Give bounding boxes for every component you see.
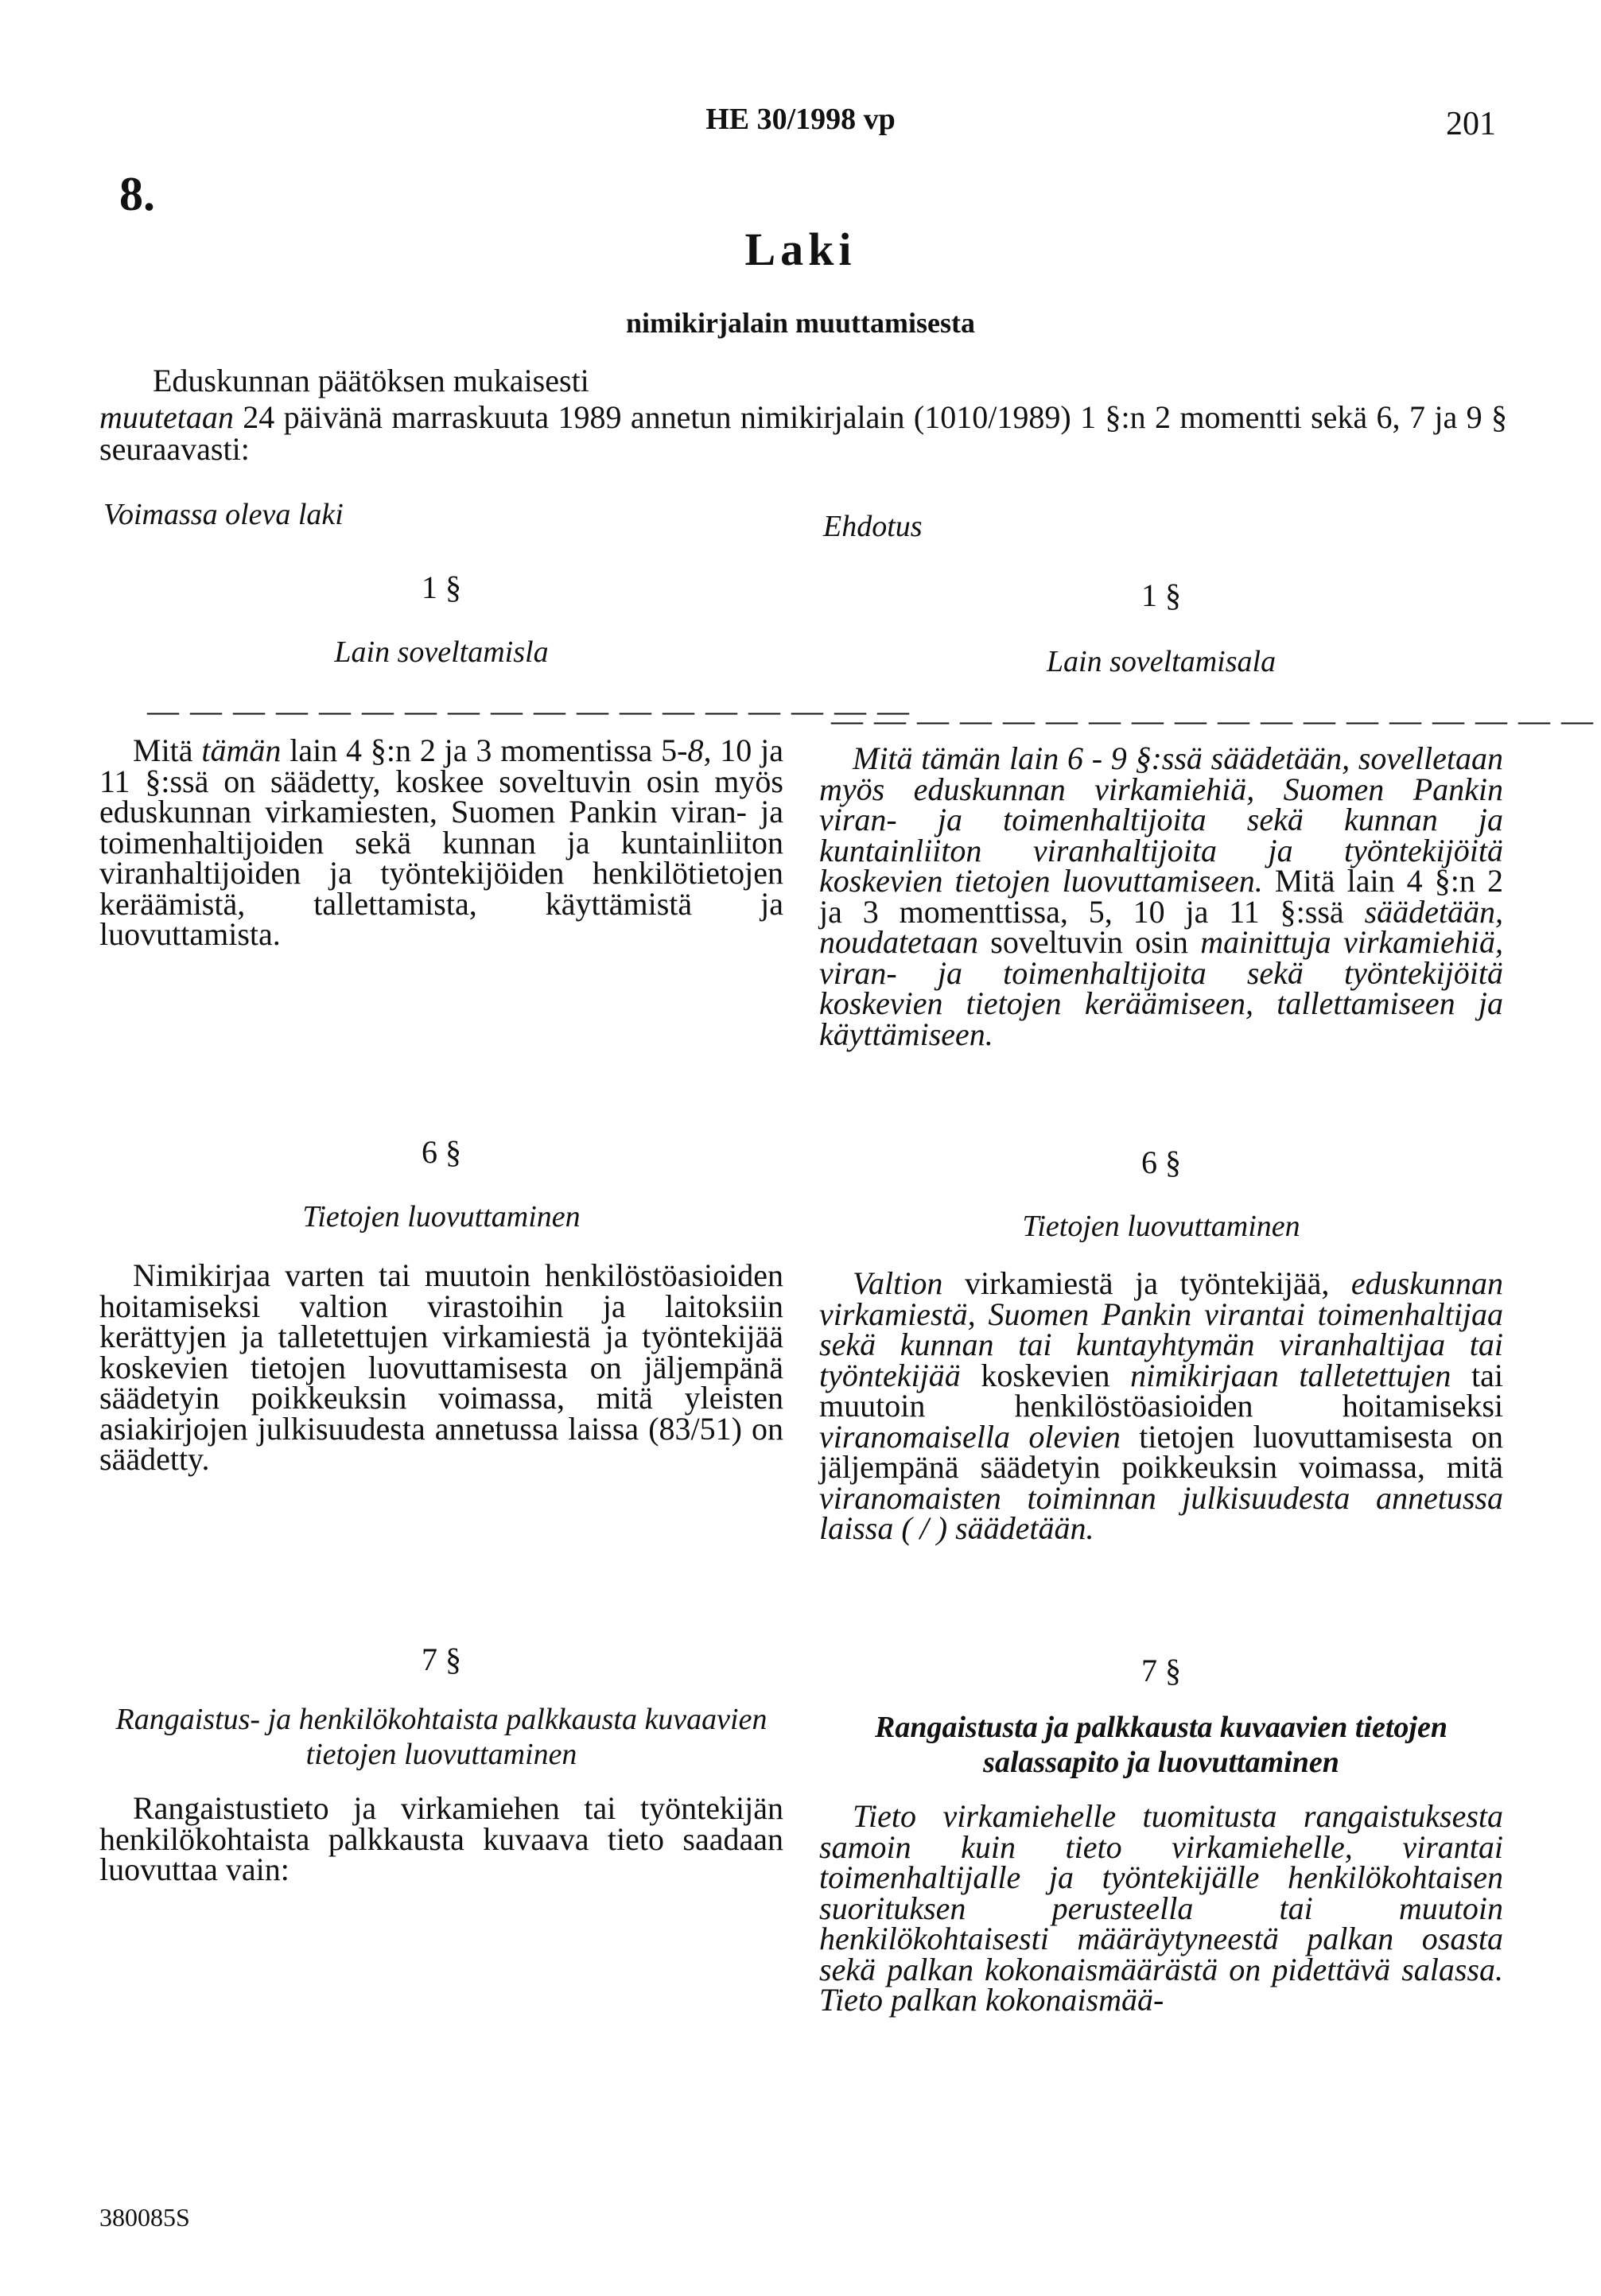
left-section-6-number: 6 § xyxy=(422,1134,461,1170)
law-title: Laki xyxy=(744,223,857,275)
left-section-1-omission: — — — — — — — — — — — — — — — — — — xyxy=(147,693,911,728)
right-section-1-omission: — — — — — — — — — — — — — — — — — — xyxy=(831,702,1595,738)
intro-rest: 24 päivänä marraskuuta 1989 annetun nimikirjalain (1010/1989) 1 §:n 2 momentti sekä 6, 7 ja 9 § seuraavasti: xyxy=(99,399,1507,467)
left-section-1-number: 1 § xyxy=(422,569,461,605)
left-column-heading: Voimassa oleva laki xyxy=(103,498,344,531)
left-section-1-text: Mitä tämän lain 4 §:n 2 ja 3 momentissa 5-8, 10 ja 11 §:ssä on säädetty, koskee soveltuvin osin myös eduskunnan virkamiesten, Suomen Pankin viran- ja toimenhaltijoiden sekä kunnan ja kuntainliiton viranhaltijoiden ja työntekijöiden henkilötietojen keräämistä, tallettamista, käyttämistä ja luovuttamista. xyxy=(99,732,784,952)
right-section-6-title: Tietojen luovuttaminen xyxy=(1022,1210,1300,1243)
right-section-1-title: Lain soveltamisala xyxy=(1046,645,1277,678)
left-section-7-title: Rangaistus- ja henkilökohtaista palkkausta kuvaavien tietojen luovuttaminen xyxy=(115,1703,767,1771)
left-section-7-number: 7 § xyxy=(422,1641,461,1677)
intro-verb: muutetaan xyxy=(99,399,234,435)
page-number: 201 xyxy=(1446,106,1496,142)
section-number: 8. xyxy=(119,168,155,220)
document-code: 380085S xyxy=(99,2203,190,2232)
right-section-6-text: Valtion virkamiestä ja työntekijää, eduskunnan virkamiestä, Suomen Pankin virantai toimenhaltijaa sekä kunnan tai kuntayhtymän viranhaltijaa tai työntekijää koskevien nimikirjaan talletettujen tai muutoin henkilöstöasioiden hoitamiseksi viranomaisella olevien tietojen luovuttamisesta on jäljempänä säädetyin poikkeuksin voimassa, mitä viranomaisten toiminnan julkisuudesta annetussa laissa ( / ) säädetään. xyxy=(819,1265,1503,1546)
right-section-7-number: 7 § xyxy=(1141,1653,1181,1688)
intro-line: Eduskunnan päätöksen mukaisesti xyxy=(153,363,589,398)
law-subtitle: nimikirjalain muuttamisesta xyxy=(625,307,975,339)
right-section-1-number: 1 § xyxy=(1141,577,1181,613)
right-column-heading: Ehdotus xyxy=(823,510,923,543)
document-id: HE 30/1998 vp xyxy=(705,103,896,136)
right-section-7-text: Tieto virkamiehelle tuomitusta rangaistuksesta samoin kuin tieto virkamiehelle, virantai toimenhaltijalle ja työntekijälle henkilökohtaisen suorituksen perusteella tai muutoin henkilökohtaisesti määräytyneestä palkan osasta sekä palkan kokonaismäärästä on pidettävä salassa. Tieto palkan kokonaismää- xyxy=(819,1798,1503,2018)
left-section-7-text: Rangaistustieto ja virkamiehen tai työntekijän henkilökohtaista palkkausta kuvaava tieto saadaan luovuttaa vain: xyxy=(99,1790,783,1887)
left-section-6-title: Tietojen luovuttaminen xyxy=(302,1200,581,1233)
left-section-1-title: Lain soveltamisla xyxy=(334,635,549,669)
intro-paragraph xyxy=(99,399,1507,467)
left-section-6-text: Nimikirjaa varten tai muutoin henkilöstöasioiden hoitamiseksi valtion virastoihin ja laitoksiin kerättyjen ja talletettujen virkamiestä ja työntekijää koskevien tietojen luovuttamisesta on jäljempänä säädetyin poikkeuksin voimassa, mitä yleisten asiakirjojen julkisuudesta annetussa laissa (83/51) on säädetty. xyxy=(99,1257,783,1477)
right-section-1-text: Mitä tämän lain 6 - 9 §:ssä säädetään, sovelletaan myös eduskunnan virkamiehiä, Suomen Pankin viran- ja toimenhaltijoita sekä kunnan ja kuntainliiton viranhaltijoita ja työntekijöitä koskevien tietojen luovuttamiseen. Mitä lain 4 §:n 2 ja 3 momenttissa, 5, 10 ja 11 §:ssä säädetään, noudatetaan soveltuvin osin mainittuja virkamiehiä, viran- ja toimenhaltijoita sekä työntekijöitä koskevien tietojen keräämiseen, tallettamiseen ja käyttämiseen. xyxy=(819,740,1504,1052)
right-section-7-title: Rangaistusta ja palkkausta kuvaavien tietojen salassapito ja luovuttaminen xyxy=(875,1711,1448,1779)
right-section-6-number: 6 § xyxy=(1141,1144,1181,1180)
